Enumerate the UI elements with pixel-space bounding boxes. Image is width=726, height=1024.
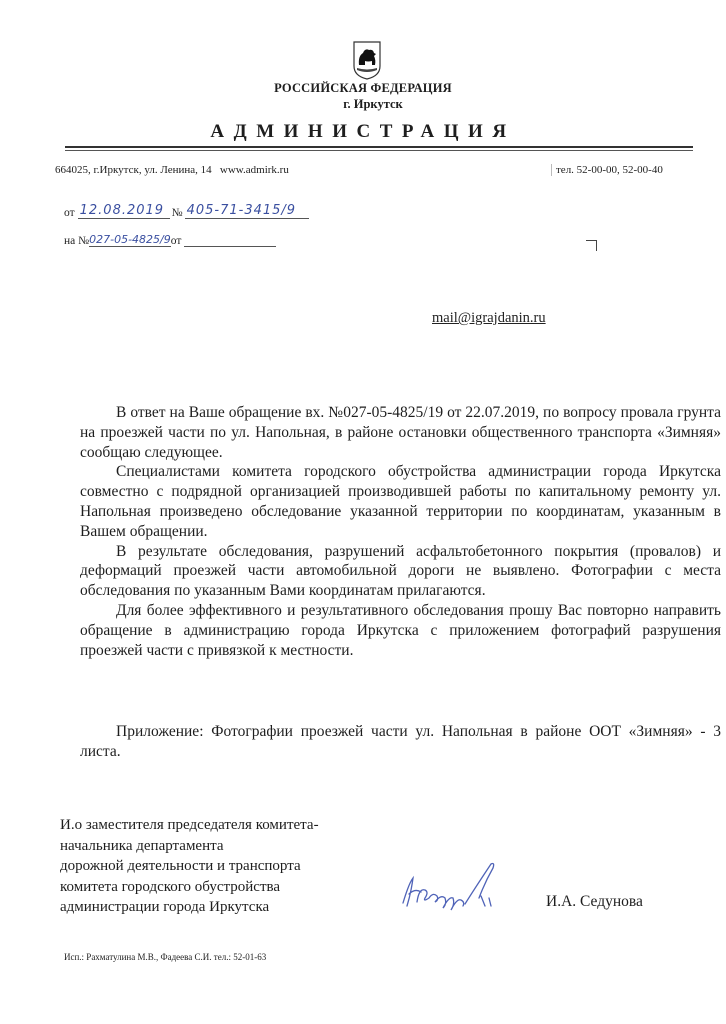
signatory-title-line: И.о заместителя председателя комитета- bbox=[60, 817, 319, 833]
organization-title: АДМИНИСТРАЦИЯ bbox=[210, 121, 516, 142]
executor-info: Исп.: Рахматулина М.В., Фадеева С.И. тел.: 52-01-63 bbox=[64, 952, 267, 962]
outgoing-number: 405-71-3415/9 bbox=[185, 203, 309, 219]
irkutsk-coat-of-arms-icon bbox=[352, 40, 382, 80]
reply-number: 027-05-4825/9 bbox=[89, 233, 171, 246]
city-name: г. Иркутск bbox=[343, 97, 403, 111]
address-line: 664025, г.Иркутск, ул. Ленина, 14 www.admirk.ru bbox=[55, 164, 289, 176]
outgoing-reference bbox=[64, 203, 309, 219]
number-label: № bbox=[171, 207, 183, 219]
signatory-title-line: начальника департамента bbox=[60, 837, 224, 854]
address-corner-mark bbox=[586, 240, 597, 251]
attachment-text: Приложение: Фотографии проезжей части ул. Напольная в районе ООТ «Зимняя» - 3 листа. bbox=[80, 723, 721, 760]
from-label: от bbox=[64, 207, 75, 219]
outgoing-date: 12.08.2019 bbox=[78, 203, 170, 219]
signatory-name: И.А. Седунова bbox=[546, 893, 643, 910]
signatory-title-line: дорожной деятельности и транспорта bbox=[60, 858, 301, 874]
signatory-title-line: комитета городского обустройства bbox=[60, 878, 281, 895]
incoming-reference bbox=[64, 232, 276, 247]
reply-label: на № bbox=[64, 235, 90, 247]
letter-body bbox=[80, 403, 721, 660]
body-paragraph: В ответ на Ваше обращение вх. №027-05-4825/19 от 22.07.2019, по вопросу провала грунта на проезжей части по ул. Напольная, в районе остановки общественного транспорта «Зимняя» сообщаю следующее. bbox=[80, 404, 721, 461]
reply-from-label: от bbox=[170, 235, 182, 247]
attachment-note bbox=[80, 722, 721, 762]
body-paragraph: Для более эффективного и результативного обследования прошу Вас повторно направить обращение в администрацию города Иркутска с приложением фотографий разрушения проезжей части с привязкой к местности. bbox=[80, 601, 721, 659]
body-paragraph: Специалистами комитета городского обустройства администрации города Иркутска совместно с подрядной организацией производившей работы по капитальному ремонту ул. Напольная произведено обследование указанной территории по координатам, указанным в Вашем обращении. bbox=[80, 463, 721, 540]
handwritten-signature-icon bbox=[395, 858, 515, 913]
country-name: РОССИЙСКАЯ ФЕДЕРАЦИЯ bbox=[274, 81, 452, 95]
header-divider bbox=[65, 146, 693, 151]
signatory-title-line: администрации города Иркутска bbox=[60, 899, 270, 915]
signatory-title bbox=[60, 815, 319, 918]
phone-line: тел. 52-00-00, 52-00-40 bbox=[551, 164, 663, 176]
recipient-email: mail@igrajdanin.ru bbox=[432, 310, 546, 326]
body-paragraph: В результате обследования, разрушений асфальтобетонного покрытия (провалов) и деформаций проезжей части автомобильной дороги не выявлено. Фотографии с места обследования по указанным Вами координатам прилагаются. bbox=[80, 542, 721, 600]
reply-date-blank bbox=[184, 232, 276, 247]
